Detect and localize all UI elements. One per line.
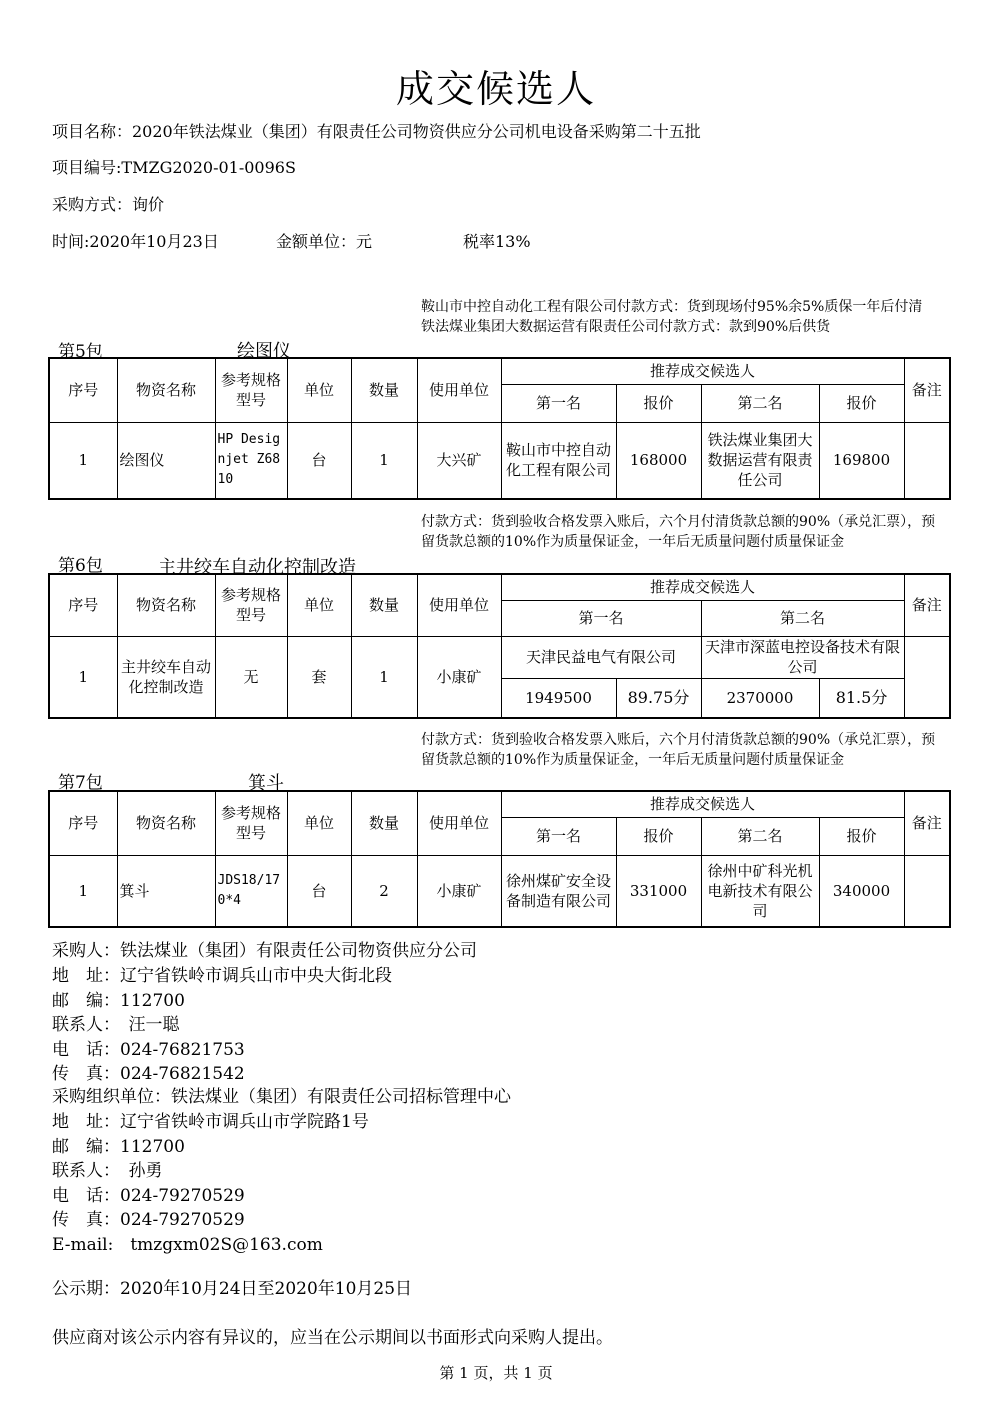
cell-first-price: 168000	[616, 422, 701, 499]
header-recommended: 推荐成交候选人	[501, 358, 904, 384]
cell-seq: 1	[49, 636, 117, 718]
header-dept: 使用单位	[417, 791, 501, 855]
header-name: 物资名称	[117, 791, 215, 855]
header-note: 备注	[904, 574, 950, 636]
header-first-price: 报价	[616, 817, 701, 855]
pkg7-table	[48, 790, 951, 928]
cell-spec: 无	[215, 636, 287, 718]
header-dept: 使用单位	[417, 358, 501, 422]
header-first-price: 报价	[616, 384, 701, 422]
cell-qty: 2	[351, 855, 417, 927]
cell-second: 天津市深蓝电控设备技术有限公司	[701, 636, 904, 678]
pkg6-number: 第6包	[58, 556, 103, 576]
organizer-address: 地 址：辽宁省铁岭市调兵山市学院路1号	[52, 1112, 369, 1132]
header-seq: 序号	[49, 358, 117, 422]
cell-second-price: 2370000	[701, 678, 819, 718]
header-note: 备注	[904, 358, 950, 422]
cell-first-score: 89.75分	[616, 678, 701, 718]
pkg7-number: 第7包	[58, 773, 103, 793]
cell-seq: 1	[49, 855, 117, 927]
header-second: 第二名	[701, 600, 904, 636]
cell-second-price: 340000	[819, 855, 904, 927]
page-footer: 第 1 页，共 1 页	[439, 1364, 553, 1382]
cell-first-price: 331000	[616, 855, 701, 927]
cell-note	[904, 636, 950, 718]
cell-second: 徐州中矿科光机电新技术有限公司	[701, 855, 819, 927]
purchaser-contact: 联系人： 汪一聪	[52, 1015, 180, 1035]
cell-spec: HP Designjet Z6810	[215, 422, 287, 499]
cell-note	[904, 855, 950, 927]
tax-rate: 税率13%	[463, 232, 531, 251]
pkg7-name: 箕斗	[248, 773, 284, 794]
cell-unit: 台	[287, 855, 351, 927]
cell-unit: 台	[287, 422, 351, 499]
header-recommended: 推荐成交候选人	[501, 791, 904, 817]
organizer-contact: 联系人： 孙勇	[52, 1161, 163, 1181]
header-first: 第一名	[501, 817, 616, 855]
cell-dept: 小康矿	[417, 855, 501, 927]
pkg6-payment-terms: 付款方式：货到验收合格发票入账后，六个月付清货款总额的90%（承兑汇票），预留货款总额的10%作为质量保证金，一年后无质量问题付质量保证金	[421, 514, 936, 550]
table-row	[49, 855, 950, 927]
header-recommended: 推荐成交候选人	[501, 574, 904, 600]
header-unit: 单位	[287, 791, 351, 855]
page-title: 成交候选人	[395, 67, 596, 111]
procurement-method: 采购方式：询价	[52, 195, 165, 214]
cell-second-score: 81.5分	[819, 678, 904, 718]
purchaser-postcode: 邮 编：112700	[52, 991, 185, 1011]
header-unit: 单位	[287, 574, 351, 636]
organizer: 采购组织单位：铁法煤业（集团）有限责任公司招标管理中心	[52, 1087, 511, 1107]
cell-dept: 大兴矿	[417, 422, 501, 499]
cell-dept: 小康矿	[417, 636, 501, 718]
header-name: 物资名称	[117, 358, 215, 422]
pkg7-payment-terms: 付款方式：货到验收合格发票入账后，六个月付清货款总额的90%（承兑汇票），预留货款总额的10%作为质量保证金，一年后无质量问题付质量保证金	[421, 732, 936, 768]
purchaser: 采购人：铁法煤业（集团）有限责任公司物资供应分公司	[52, 941, 477, 961]
cell-name: 主井绞车自动化控制改造	[117, 636, 215, 718]
notice-period: 公示期：2020年10月24日至2020年10月25日	[52, 1279, 413, 1299]
cell-first: 徐州煤矿安全设备制造有限公司	[501, 855, 616, 927]
header-note: 备注	[904, 791, 950, 855]
cell-spec: JDS18/170*4	[215, 855, 287, 927]
header-seq: 序号	[49, 791, 117, 855]
project-number: 项目编号:TMZG2020-01-0096S	[52, 158, 296, 177]
header-qty: 数量	[351, 791, 417, 855]
cell-qty: 1	[351, 422, 417, 499]
pkg5-number: 第5包	[58, 342, 103, 362]
pkg6-name: 主井绞车自动化控制改造	[158, 557, 356, 578]
pkg5-payment-terms: 鞍山市中控自动化工程有限公司付款方式：货到现场付95%余5%质保一年后付清 铁法煤业集团大数据运营有限责任公司付款方式：款到90%后供货	[421, 299, 923, 335]
cell-second-price: 169800	[819, 422, 904, 499]
header-seq: 序号	[49, 574, 117, 636]
cell-first: 天津民益电气有限公司	[501, 636, 701, 678]
cell-second: 铁法煤业集团大数据运营有限责任公司	[701, 422, 819, 499]
header-qty: 数量	[351, 574, 417, 636]
cell-seq: 1	[49, 422, 117, 499]
purchaser-fax: 传 真：024-76821542	[52, 1064, 245, 1084]
cell-first: 鞍山市中控自动化工程有限公司	[501, 422, 616, 499]
table-row	[49, 422, 950, 499]
header-spec: 参考规格型号	[215, 574, 287, 636]
header-name: 物资名称	[117, 574, 215, 636]
cell-name: 箕斗	[117, 855, 215, 927]
organizer-phone: 电 话：024-79270529	[52, 1186, 245, 1206]
table-row	[49, 636, 950, 678]
header-spec: 参考规格型号	[215, 358, 287, 422]
header-second-price: 报价	[819, 817, 904, 855]
header-second: 第二名	[701, 384, 819, 422]
header-spec: 参考规格型号	[215, 791, 287, 855]
purchaser-address: 地 址：辽宁省铁岭市调兵山市中央大街北段	[52, 966, 392, 986]
header-second-price: 报价	[819, 384, 904, 422]
cell-unit: 套	[287, 636, 351, 718]
header-first: 第一名	[501, 600, 701, 636]
objection-notice: 供应商对该公示内容有异议的，应当在公示期间以书面形式向采购人提出。	[52, 1328, 613, 1348]
cell-note	[904, 422, 950, 499]
header-dept: 使用单位	[417, 574, 501, 636]
header-second: 第二名	[701, 817, 819, 855]
organizer-postcode: 邮 编：112700	[52, 1137, 185, 1157]
cell-first-price: 1949500	[501, 678, 616, 718]
organizer-email: E-mail: tmzgxm02S@163.com	[52, 1235, 323, 1255]
pkg6-table	[48, 573, 951, 719]
organizer-fax: 传 真：024-79270529	[52, 1210, 245, 1230]
header-first: 第一名	[501, 384, 616, 422]
header-unit: 单位	[287, 358, 351, 422]
cell-name: 绘图仪	[117, 422, 215, 499]
pkg5-name: 绘图仪	[237, 341, 291, 362]
announcement-time: 时间:2020年10月23日	[52, 232, 219, 251]
purchaser-phone: 电 话：024-76821753	[52, 1040, 245, 1060]
header-qty: 数量	[351, 358, 417, 422]
pkg5-table	[48, 357, 951, 500]
cell-qty: 1	[351, 636, 417, 718]
project-name: 项目名称：2020年铁法煤业（集团）有限责任公司物资供应分公司机电设备采购第二十五批	[52, 122, 701, 141]
amount-unit: 金额单位：元	[276, 232, 373, 251]
